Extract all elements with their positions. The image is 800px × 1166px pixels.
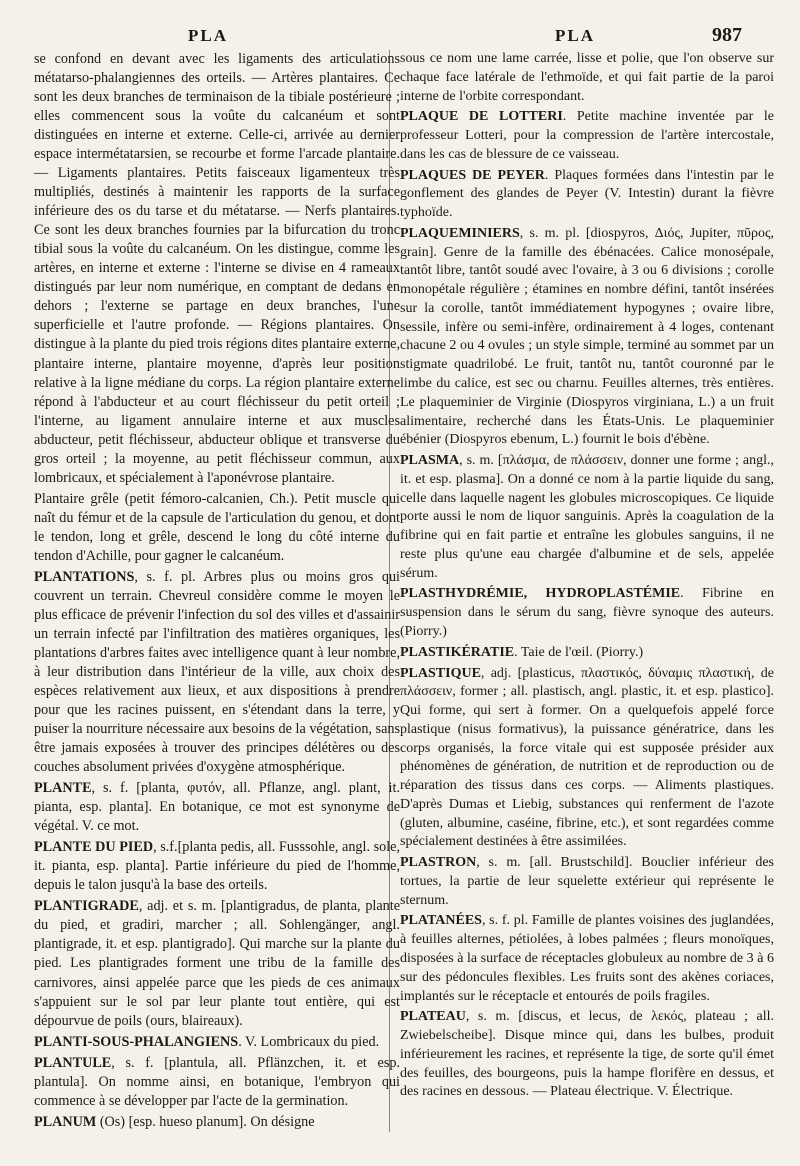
entry-text: , s. m. [all. Brustschild]. Bouclier inférieur des tortues, la partie de leur squelette extérieur qui représente le sternum. xyxy=(400,855,774,908)
dictionary-entry xyxy=(400,585,774,641)
dictionary-entry xyxy=(34,779,400,836)
dictionary-entry xyxy=(400,665,774,853)
right-running-head: PLA xyxy=(555,26,595,45)
entry-text: , s. m. [πλάσμα, de πλάσσειν, donner une forme ; angl., it. et esp. plasma]. On a donné ce nom à la partie liquide du sang, celle dans laquelle nagent les globules microscopiques. Ce liquide porte aussi le nom de liquor sanguinis. Après la coagulation de la fibrine qui en fait partie et entraîne les globules sanguins, il ne reste plus qu'une eau chargée d'albumine et de sels, appelée sérum. xyxy=(400,453,774,581)
entry-text: . Petite machine inventée par le professeur Lotteri, pour la compression de l'artère intercostale, dans les cas de blessure de ce vaisseau. xyxy=(400,109,774,162)
entry-headword: PLASTHYDRÉMIE, HYDROPLASTÉMIE xyxy=(400,586,681,602)
entry-text: sous ce nom une lame carrée, lisse et polie, que l'on observe sur chaque face latérale de l'ethmoïde, et qui fait partie de la paroi interne de l'orbite correspondant. xyxy=(400,51,774,104)
entry-headword: PLASMA xyxy=(400,453,460,469)
dictionary-entry xyxy=(400,225,774,450)
dictionary-entry xyxy=(400,644,774,663)
dictionary-entry xyxy=(400,50,774,106)
left-running-head: PLA xyxy=(188,26,228,45)
entry-text: , s. f. pl. Famille de plantes voisines des juglandées, à feuilles alternes, pétiolées, à lobes palmées ; fleurs monoïques, disposées à la surface de réceptacles globuleux au nombre de 3 à 6 sur des pédoncules flexibles. Les fruits sont des akènes coriaces, implantés sur le réceptacle et entourés de poils fragiles. xyxy=(400,913,774,1004)
entry-text: , s. m. [discus, et lecus, de λεκός, plateau ; all. Zwiebelscheibe]. Disque mince qui, dans les bulbes, produit inférieurement les racines, et représente la tige, de sorte qu'il émet des feuilles, des bourgeons, puis la hampe florifère en dessus, et des racines en dessous. — Plateau électrique. V. Électrique. xyxy=(400,1009,774,1100)
dictionary-entry xyxy=(34,568,400,777)
entry-headword: PLANTULE xyxy=(34,1054,112,1071)
entry-text: se confond en devant avec les ligaments des articulations métatarso-phalangiennes des orteils. — Artères plantaires. Ce sont les deux branches de terminaison de la tibiale postérieure ; elles commencent sous la voûte du calcanéum et sont distinguées en interne et externe. Celle-ci, arrivée au dernier espace intermétatarsien, se recourbe et forme l'arcade plantaire. — Ligaments plantaires. Petits faisceaux ligamenteux très multipliés, destinés à maintenir les rapports de la surface inférieure des os du tarse et du métatarse. — Nerfs plantaires. Ce sont les deux branches fournies par la bifurcation du tronc tibial sous la voûte du calcanéum. On les distingue, comme les artères, en interne et externe : l'interne se divise en 4 rameaux distingués par leur nom numérique, en comptant de dedans en dehors ; l'externe se partage en deux branches, l'une superficielle et l'autre profonde. — Régions plantaires. On distingue à la plante du pied trois régions dites plantaire externe, plantaire interne, plantaire moyenne, d'après leur position relative à la ligne médiane du corps. La région plantaire externe répond à l'abducteur et au court fléchisseur du petit orteil ; l'interne, au ligament annulaire interne et aux muscles abducteur, petit fléchisseur, abducteur oblique et transverse du gros orteil ; la moyenne, au petit fléchisseur commun, aux lombricaux, et spécialement à l'aponévrose plantaire. xyxy=(34,51,401,486)
entry-text: . Taie de l'œil. (Piorry.) xyxy=(514,644,644,660)
dictionary-entry xyxy=(34,1054,400,1111)
entry-text: Plantaire grêle (petit fémoro-calcanien, Ch.). Petit muscle qui naît du fémur et de la capsule de l'articulation du genou, et dont le tendon, long et grêle, descend le long du côté interne du tendon d'Achille, pour gagner le calcanéum. xyxy=(34,490,400,564)
entry-headword: PLATANÉES xyxy=(400,913,482,929)
entry-headword: PLASTRON xyxy=(400,855,477,871)
dictionary-entry xyxy=(400,108,774,164)
dictionary-entry xyxy=(400,854,774,910)
entry-text: . V. Lombricaux du pied. xyxy=(238,1033,380,1050)
entry-text: , s. f. [plantula, all. Pflänzchen, it. et esp. plantula]. On nomme ainsi, en botanique, l'embryon qui commence à se développer par l'acte de la germination. xyxy=(34,1054,400,1109)
dictionary-entry xyxy=(400,1008,774,1102)
entry-headword: PLAQUES DE PEYER xyxy=(400,167,545,183)
page-number: 987 xyxy=(712,24,742,46)
dictionary-entry xyxy=(400,452,774,583)
left-column xyxy=(34,50,400,1132)
entry-text: . Fibrine en suspension dans le sérum du sang, fièvre synoque des auteurs. (Piorry.) xyxy=(400,586,774,639)
entry-text: , s.f.[planta pedis, all. Fusssohle, angl. sole, it. pianta, esp. planta]. Partie inférieure du pied de l'homme, depuis le talon jusqu'à la base des orteils. xyxy=(34,839,400,894)
entry-headword: PLAQUE DE LOTTERI xyxy=(400,109,563,125)
dictionary-entry xyxy=(34,490,400,566)
right-column xyxy=(400,50,774,1102)
entry-headword: PLASTIQUE xyxy=(400,665,481,681)
entry-headword: PLANUM xyxy=(34,1113,97,1130)
dictionary-entry xyxy=(400,912,774,1006)
entry-text: , adj. et s. m. [plantigradus, de planta, plante du pied, et gradiri, marcher ; all. Sohlengänger, angl. plantigrade, it. et esp. plantigrado]. Qui marche sur la plante du pied. Les plantigrades forment une tribu de la famille des carnivores, ainsi appelée parce que les pieds de ces animaux s'appuient sur le sol par leur plante tout entière, qui est dépourvue de poils (ours, blaireaux). xyxy=(34,898,400,1029)
entry-text: (Os) [esp. hueso planum]. On désigne xyxy=(96,1113,315,1130)
dictionary-entry xyxy=(34,1113,400,1132)
entry-headword: PLATEAU xyxy=(400,1009,466,1025)
entry-headword: PLANTIGRADE xyxy=(34,898,139,915)
entry-headword: PLASTIKÉRATIE xyxy=(400,644,515,660)
entry-headword: PLANTE xyxy=(34,780,92,797)
running-header xyxy=(0,26,800,52)
entry-headword: PLANTI-SOUS-PHALANGIENS xyxy=(34,1033,239,1050)
entry-headword: PLANTATIONS xyxy=(34,568,135,585)
dictionary-entry xyxy=(34,838,400,895)
entry-headword: PLANTE DU PIED xyxy=(34,839,154,856)
dictionary-entry xyxy=(34,50,400,488)
dictionary-entry xyxy=(34,897,400,1030)
dictionary-entry xyxy=(400,167,774,223)
entry-text: , s. f. pl. Arbres plus ou moins gros qui couvrent un terrain. Chevreul considère comme le moyen le plus efficace de prévenir l'infection du sol des villes et d'assainir un terrain infecté par l'infiltration des matières organiques, les plantations d'arbres faites avec intelligence quant à leur nombre, à leur distribution dans l'intérieur de la ville, aux choix des espèces relativement aux lieux, et aux dispositions à prendre pour que les racines puissent, en s'étendant dans la terre, y puiser la nourriture nécessaire aux besoins de la végétation, sans être jamais exposées à trouver des principes délétères ou des couches absolument privées d'oxygène atmosphérique. xyxy=(34,568,400,776)
entry-headword: PLAQUEMINIERS xyxy=(400,225,520,241)
entry-text: , s. m. pl. [diospyros, Διός, Jupiter, πῦρος, grain]. Genre de la famille des ébénacées. Calice monosépale, tantôt libre, tantôt soudé avec l'ovaire, à 3 ou 6 divisions ; corolle monopétale régulière ; étamines en nombre défini, tantôt insérées sur la corolle, tantôt immédiatement hypogynes ; ovaire libre, sessile, infère ou semi-infère, ordinairement à 4 loges, contenant chacune 2 ou 4 ovules ; un style simple, terminé au sommet par un stigmate quadrilobé. Le fruit, tantôt nu, tantôt couronné par le limbe du calice, est sec ou charnu. Feuilles alternes, très entières. Le plaqueminier de Virginie (Diospyros virginiana, L.) a un fruit alimentaire, recherché dans les États-Unis. Le plaqueminier ébénier (Diospyros ebenum, L.) fournit le bois d'ébène. xyxy=(400,225,774,448)
entry-text: . Plaques formées dans l'intestin par le gonflement des glandes de Peyer (V. Intestin) durant la fièvre typhoïde. xyxy=(400,167,774,221)
entry-text: , adj. [plasticus, πλαστικός, δύναμις πλαστική, de πλάσσειν, former ; all. plastisch, angl. plastic, it. et esp. plastico]. Qui forme, qui sert à former. On a quelquefois appelé force plastique (nisus formativus), la puissance génératrice, dans les corps organisés, la force vitale qui est supposée présider aux phénomènes de génération, de nutrition et de reproduction ou de réparation des tissus dans ces corps. — Aliments plastiques. D'après Dumas et Liebig, substances qui renferment de l'azote (gluten, albumine, caséine, fibrine, etc.), et sont regardées comme spécialement destinées à être assimilées. xyxy=(400,665,774,850)
entry-text: , s. f. [planta, φυτόν, all. Pflanze, angl. plant, it. pianta, esp. planta]. En botanique, ce mot est synonyme de végétal. V. ce mot. xyxy=(34,780,400,835)
dictionary-entry xyxy=(34,1033,400,1052)
